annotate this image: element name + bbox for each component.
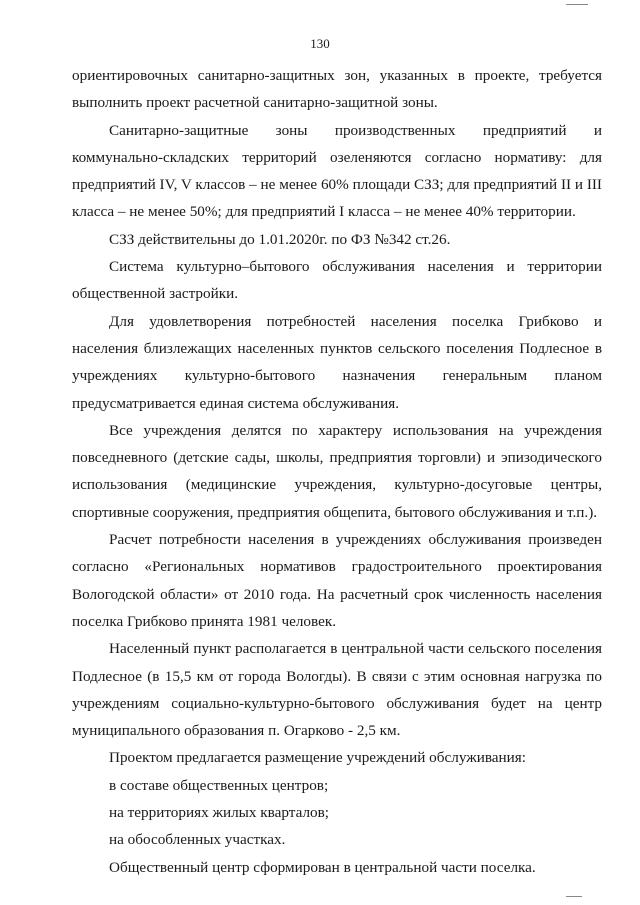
paragraph: Проектом предлагается размещение учреждений обслуживания: <box>109 749 527 767</box>
paragraph: Санитарно-защитные зоны производственных предприятий и коммунально-складских территорий озеленяются согласно нормативу: для предприятий IV, V классов – не менее 60% площади СЗЗ; для предприятий II и III класса – не менее 50%; для предприятий I класса – не менее 40% территории. <box>72 121 602 221</box>
document-body <box>72 62 602 881</box>
paragraph: Населенный пункт располагается в центральной части сельского поселения Подлесное (в 15,5 км от города Вологды). В связи с этим основная нагрузка по учреждениям социально-культурно-бытового обслуживания будет на центр муниципального образования п. Огарково - 2,5 км. <box>72 640 602 740</box>
paragraph: Для удовлетворения потребностей населения поселка Грибково и населения близлежащих населенных пунктов сельского поселения Подлесное в учреждениях культурно-бытового назначения генеральным планом предусматривается единая система обслуживания. <box>72 312 602 412</box>
paragraph: ориентировочных санитарно-защитных зон, указанных в проекте, требуется выполнить проект расчетной санитарно-защитной зоны. <box>72 67 602 112</box>
list-item: в составе общественных центров; <box>109 776 329 794</box>
paragraph: Расчет потребности населения в учреждениях обслуживания произведен согласно «Региональных нормативов градостроительного проектирования Вологодской области» от 2010 года. На расчетный срок численность населения поселка Грибково принята 1981 человек. <box>72 531 602 630</box>
paragraph: СЗЗ действительны до 1.01.2020г. по ФЗ №342 ст.26. <box>109 230 451 248</box>
paragraph: Общественный центр сформирован в центральной части поселка. <box>109 858 536 876</box>
section-heading: Система культурно–бытового обслуживания населения и территории общественной застройки. <box>72 258 602 303</box>
page-number: 130 <box>310 36 330 51</box>
list-item: на обособленных участках. <box>109 831 286 849</box>
scan-artifact-bottom <box>566 896 582 897</box>
paragraph: Все учреждения делятся по характеру использования на учреждения повседневного (детские сады, школы, предприятия торговли) и эпизодического использования (медицинские учреждения, культурно-досуговые центры, спортивные сооружения, предприятия общепита, бытового обслуживания и т.п.). <box>72 421 602 521</box>
scan-artifact-top <box>566 4 588 5</box>
list-item: на территориях жилых кварталов; <box>109 804 330 822</box>
